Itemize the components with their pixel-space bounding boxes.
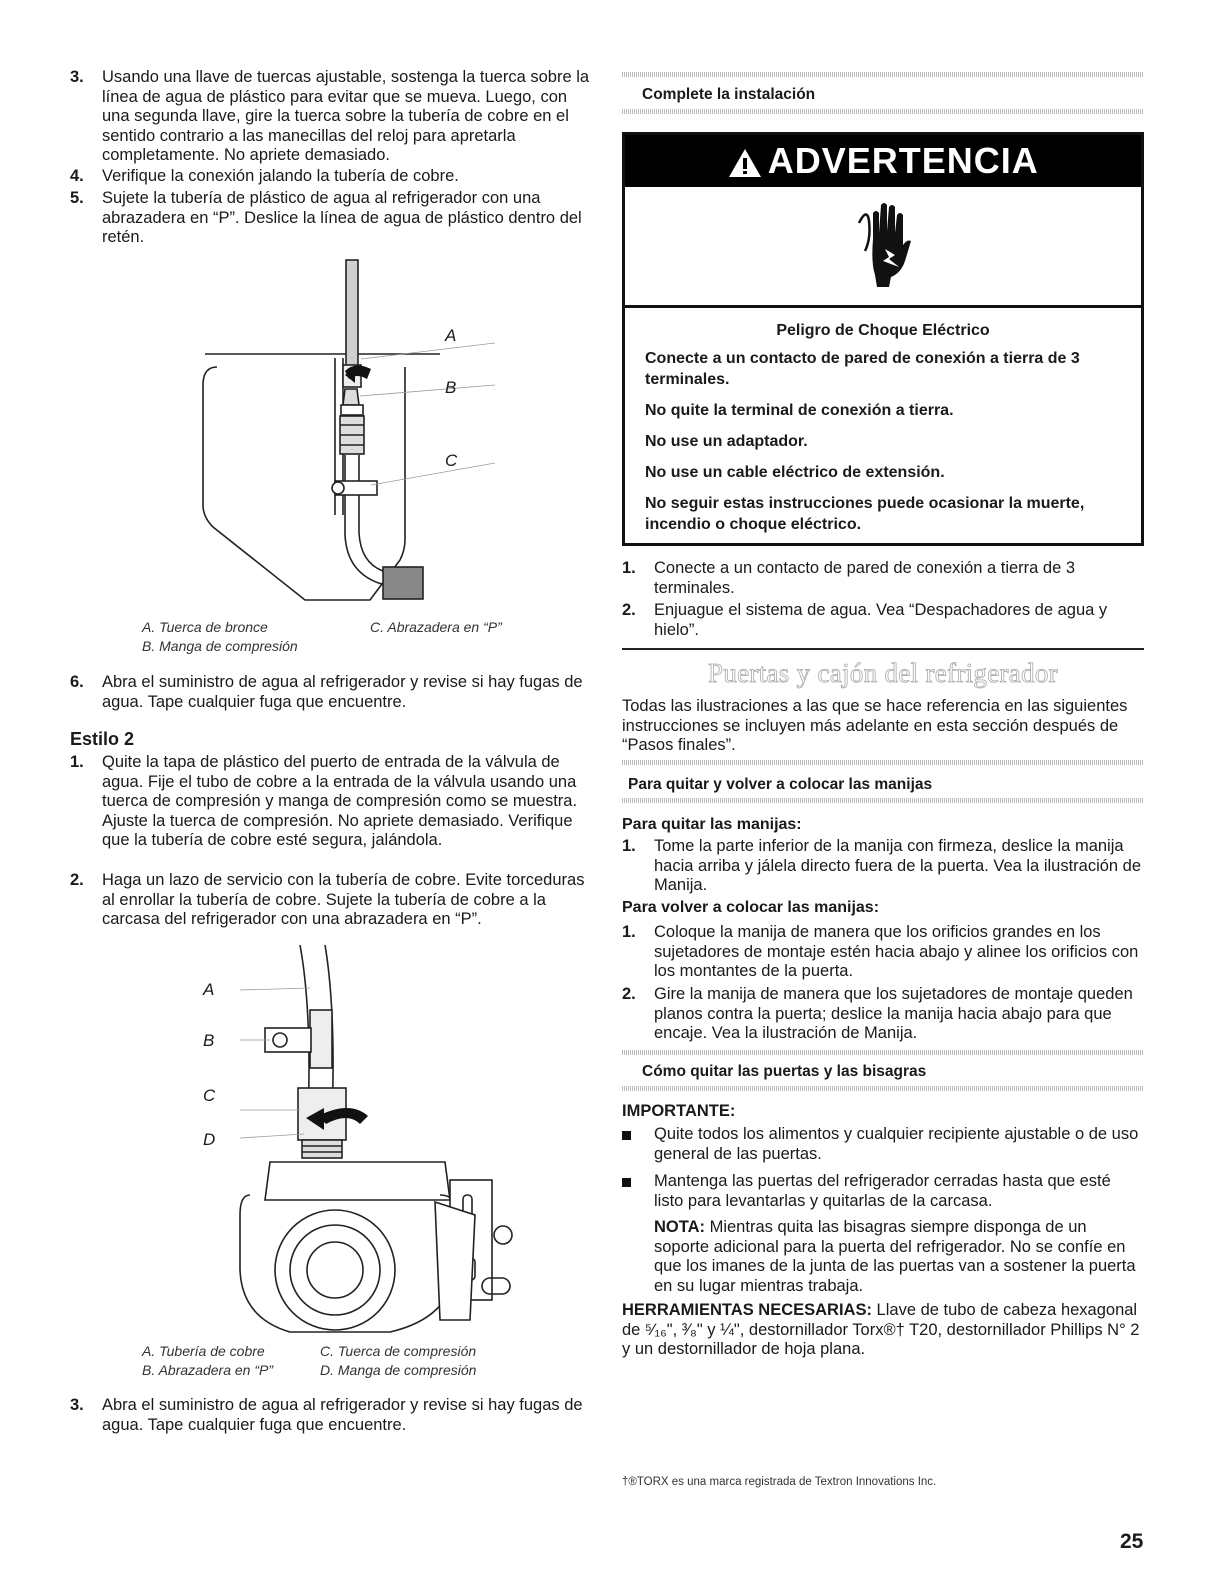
- figure-caption: C. Tuerca de compresión: [320, 1343, 477, 1359]
- subsection-heading: Cómo quitar las puertas y las bisagras: [642, 1063, 927, 1080]
- note-paragraph: [654, 1218, 1144, 1296]
- list-item: 5. Sujete la tubería de plástico de agua al refrigerador con una abrazadera en “P”. Deslice la línea de agua de plástico dentro del retén.: [70, 189, 582, 246]
- warning-box: [622, 132, 1144, 546]
- divider: [622, 72, 1144, 77]
- divider: [622, 798, 1144, 803]
- warning-line: No quite la terminal de conexión a tierra.: [645, 402, 954, 419]
- divider: [622, 109, 1144, 114]
- list-item: 3. Usando una llave de tuercas ajustable, sostenga la tuerca sobre la línea de agua de plástico para evitar que se mueva. Luego, con una segunda llave, gire la tuerca sobre la tubería de cobre en el sentido contrario a las manecillas del reloj para apretarla completamente. No apriete demasiado.: [70, 68, 590, 164]
- callout-a: A: [445, 326, 457, 345]
- list-item: 2. Enjuague el sistema de agua. Vea “Despachadores de agua y hielo”.: [622, 601, 1108, 639]
- note-text: Mientras quita las bisagras siempre disponga de un soporte adicional para la puerta del refrigerador. No se confíe en que los imanes de la junta de las puertas van a sostener la puerta en su lugar mientras trabaja.: [654, 1218, 1136, 1295]
- figure-caption: D. Manga de compresión: [320, 1362, 477, 1378]
- callout-d: D: [203, 1130, 216, 1149]
- list-item: 2. Gire la manija de manera que los sujetadores de montaje queden planos contra la puerta; deslice la manija hacia abajo para que encaje. Vea la ilustración de Manija.: [622, 985, 1133, 1042]
- page-number: 25: [1120, 1530, 1144, 1553]
- list-item: 6. Abra el suministro de agua al refrigerador y revise si hay fugas de agua. Tape cualquier fuga que encuentre.: [70, 673, 583, 711]
- list-item: 1. Tome la parte inferior de la manija con firmeza, deslice la manija hacia arriba y jálela directo fuera de la puerta. Vea la ilustración de Manija.: [622, 837, 1142, 894]
- warning-lines: [645, 348, 1121, 535]
- divider: [622, 1086, 1144, 1091]
- list-item: 1. Coloque la manija de manera que los orificios grandes en los sujetadores de montaje estén hacia abajo y alinee los orificios con los montantes de la puerta.: [622, 923, 1139, 980]
- warning-triangle-icon: [727, 147, 763, 179]
- callout-b: B: [445, 378, 457, 397]
- note-label: NOTA:: [654, 1218, 706, 1236]
- bullet-icon: [622, 1178, 631, 1187]
- callout-a: A: [203, 980, 215, 999]
- section-intro: Todas las ilustraciones a las que se hace referencia en las siguientes instrucciones se incluyen más adelante en esta sección después de “Pasos finales”.: [622, 697, 1128, 754]
- list-item: 1. Conecte a un contacto de pared de conexión a tierra de 3 terminales.: [622, 559, 1076, 597]
- tools-text: Llave de tubo de cabeza hexagonal de ⁵⁄₁₆", ³⁄₈" y ¼", destornillador Torx®† T20, destornillador Phillips N° 2 y un destornillador de hoja plana.: [622, 1301, 1140, 1358]
- important-label: IMPORTANTE:: [622, 1102, 736, 1120]
- figure-caption: A. Tubería de cobre: [142, 1343, 265, 1359]
- warning-line: No seguir estas instrucciones puede ocasionar la muerte, incendio o choque eléctrico.: [645, 495, 1085, 533]
- subsection-heading: Para quitar y volver a colocar las manijas: [628, 776, 933, 793]
- electric-shock-hand-icon: [855, 199, 919, 289]
- warning-title: ADVERTENCIA: [767, 140, 1039, 181]
- callout-c: C: [445, 451, 458, 470]
- tools-label: HERRAMIENTAS NECESARIAS:: [622, 1301, 872, 1319]
- figure-water-line-style2: [220, 940, 540, 1340]
- section-title: Puertas y cajón del refrigerador: [708, 658, 1058, 688]
- list-item: 2. Haga un lazo de servicio con la tubería de cobre. Evite torceduras al enrollar la tubería de cobre. Sujete la tubería de cobre a la carcasa del refrigerador con una abrazadera en “P”.: [70, 871, 585, 928]
- bullet-item: Quite todos los alimentos y cualquier recipiente ajustable o de uso general de las puertas.: [654, 1125, 1139, 1163]
- subsection-heading: Complete la instalación: [642, 86, 816, 103]
- figure-water-line-style1: [195, 255, 545, 610]
- footnote: †®TORX es una marca registrada de Textron Innovations Inc.: [622, 1476, 937, 1488]
- section-rule: [622, 648, 1144, 650]
- callout-b: B: [203, 1031, 215, 1050]
- bullet-item: Mantenga las puertas del refrigerador cerradas hasta que esté listo para levantarlas y quitarlas de la carcasa.: [654, 1172, 1111, 1210]
- divider: [622, 760, 1144, 765]
- divider: [622, 1050, 1144, 1055]
- list-item: 4. Verifique la conexión jalando la tubería de cobre.: [70, 167, 459, 185]
- hazard-title: Peligro de Choque Eléctrico: [776, 322, 990, 339]
- label-replace-handles: Para volver a colocar las manijas:: [622, 899, 880, 916]
- warning-line: Conecte a un contacto de pared de conexión a tierra de 3 terminales.: [645, 350, 1080, 388]
- tools-paragraph: [622, 1301, 1144, 1360]
- list-item: 1. Quite la tapa de plástico del puerto de entrada de la válvula de agua. Fije el tubo de cobre a la entrada de la válvula usando una tuerca de compresión y manga de compresión como se muestra. Ajuste la tuerca de compresión. No apriete demasiado. Verifique que la tubería de cobre esté segura, jalándola.: [70, 753, 578, 849]
- figure-caption: B. Manga de compresión: [142, 638, 298, 654]
- label-remove-handles: Para quitar las manijas:: [622, 816, 802, 833]
- section-heading: Estilo 2: [70, 729, 135, 749]
- figure-caption: A. Tuerca de bronce: [142, 619, 268, 635]
- list-item: 3. Abra el suministro de agua al refrigerador y revise si hay fugas de agua. Tape cualquier fuga que encuentre.: [70, 1396, 583, 1434]
- warning-banner: [625, 135, 1141, 187]
- bullet-icon: [622, 1131, 631, 1140]
- warning-line: No use un adaptador.: [645, 433, 808, 450]
- figure-caption: C. Abrazadera en “P”: [370, 619, 502, 635]
- figure-caption: B. Abrazadera en “P”: [142, 1362, 273, 1378]
- callout-c: C: [203, 1086, 216, 1105]
- warning-line: No use un cable eléctrico de extensión.: [645, 464, 945, 481]
- warning-pictogram-area: [625, 187, 1141, 308]
